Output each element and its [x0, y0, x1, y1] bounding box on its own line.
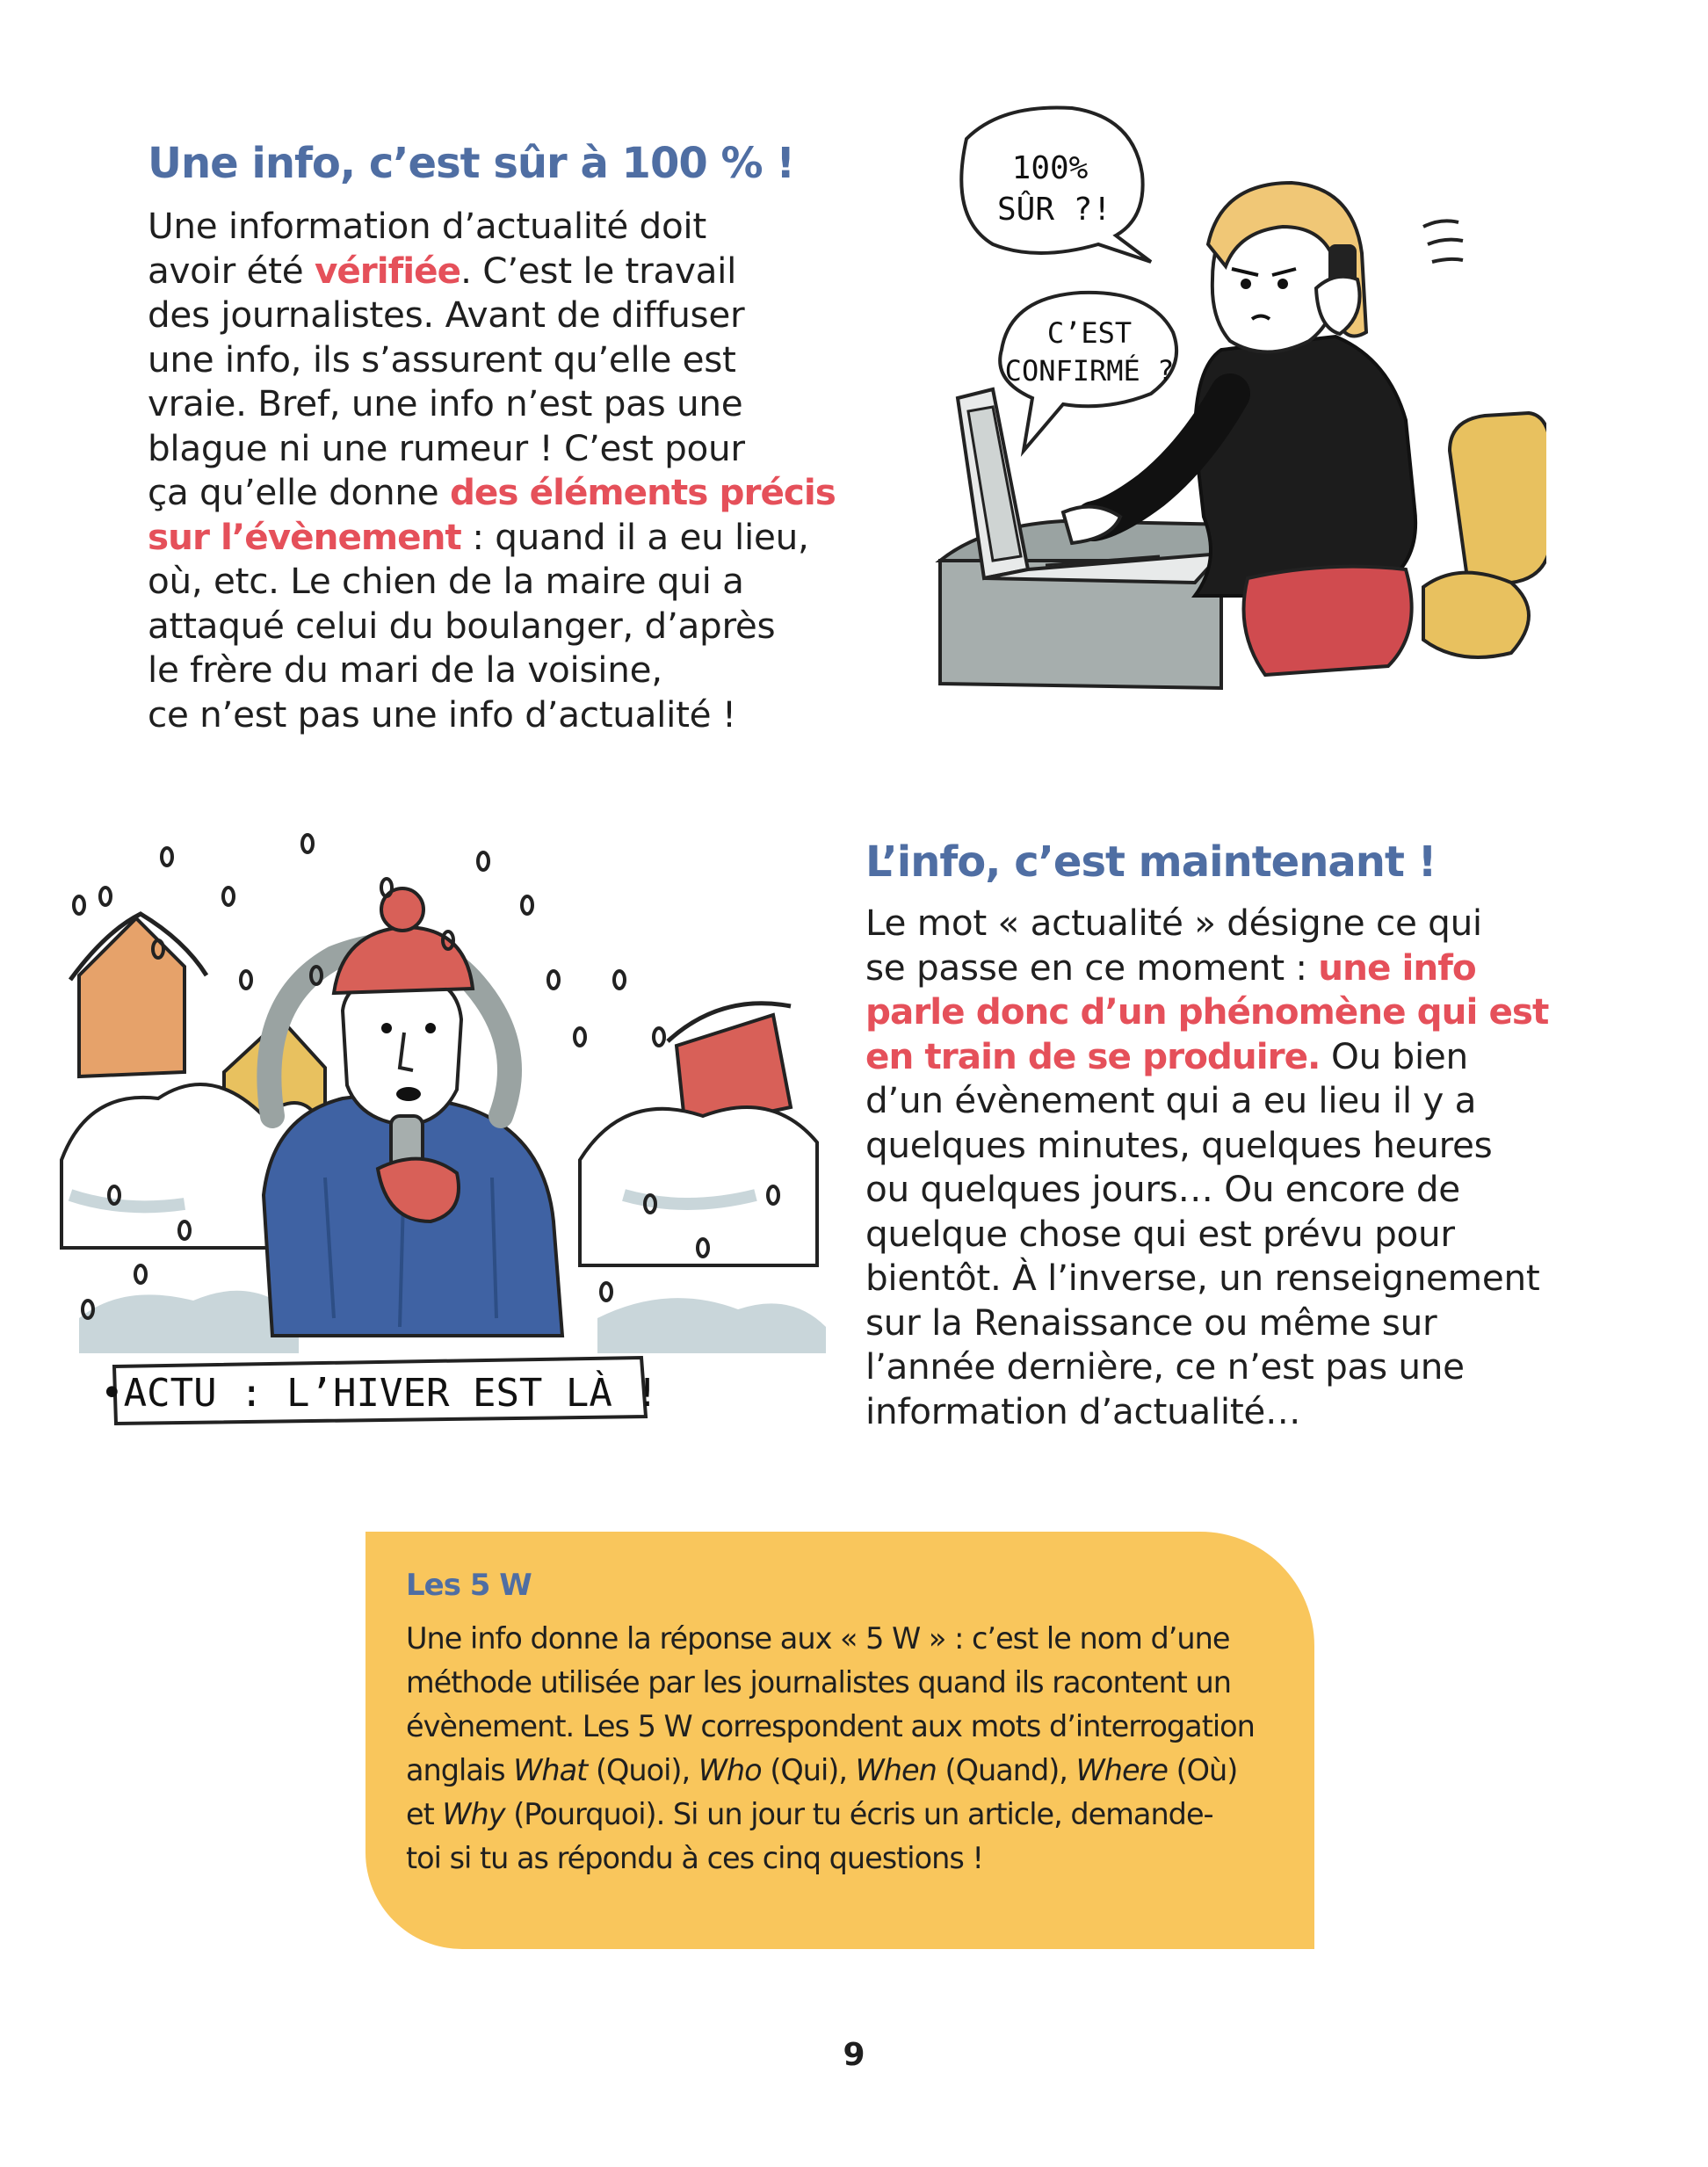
section-body-info-sure [148, 204, 836, 736]
highlight-une-info: une info [1318, 946, 1476, 989]
bubble-cest-text: C’EST [1046, 316, 1133, 350]
text-line: où, etc. Le chien de la maire qui a [148, 560, 744, 602]
text-line: ce n’est pas une info d’actualité ! [148, 692, 736, 736]
highlight-verifiee: vérifiée [314, 249, 461, 292]
what-word: What [513, 1753, 588, 1787]
text-line: le frère du mari de la voisine, [148, 649, 662, 691]
reporter-in-snow-illustration [53, 826, 843, 1432]
who-word: Who [698, 1753, 762, 1787]
section-heading-info-maintenant: L’info, c’est maintenant ! [865, 837, 1437, 887]
text-line: information d’actualité… [865, 1389, 1301, 1432]
five-w-text [406, 1617, 1255, 1881]
text-line: quelques minutes, quelques heures [865, 1123, 1493, 1166]
text-line: une info, ils s’assurent qu’elle est [148, 337, 736, 380]
highlight-phenomene: parle donc d’un phénomène qui est [865, 990, 1549, 1033]
text-line: évènement. Les 5 W correspondent aux mots d’interrogation [406, 1709, 1255, 1743]
highlight-en-train: en train de se produire. [865, 1034, 1321, 1077]
text-line: sur la Renaissance ou même sur [865, 1301, 1437, 1344]
text-line: quelque chose qui est prévu pour [865, 1212, 1455, 1255]
when-word: When [855, 1753, 937, 1787]
section-heading-info-sure: Une info, c’est sûr à 100 % ! [148, 139, 795, 188]
bubble-sur-text: SÛR ?! [996, 192, 1112, 228]
text-line: bientôt. À l’inverse, un renseignement [865, 1257, 1540, 1299]
highlight-elements-precis: des éléments précis [449, 471, 836, 513]
five-w-title: Les 5 W [406, 1568, 532, 1603]
text-line: d’un évènement qui a eu lieu il y a [865, 1079, 1477, 1121]
text-line: blague ni une rumeur ! C’est pour [148, 426, 745, 469]
text-line: attaqué celui du boulanger, d’après [148, 604, 776, 647]
text-line: ou quelques jours… Ou encore de [865, 1168, 1460, 1210]
text-line: et Why (Pourquoi). Si un jour tu écris un article, demande- [406, 1797, 1213, 1831]
where-word: Where [1075, 1753, 1168, 1787]
text-line: en train de se produire. Ou bien [865, 1034, 1468, 1077]
bubble-100-text: 100% [1011, 150, 1089, 186]
text-line: l’année dernière, ce n’est pas une [865, 1345, 1465, 1388]
text-line: anglais What (Quoi), Who (Qui), When (Quand), Where (Où) [406, 1753, 1238, 1787]
caption-actu-text: •ACTU : L’HIVER EST LÀ ! [100, 1371, 659, 1416]
text-line: se passe en ce moment : une info [865, 946, 1476, 989]
text-line: sur l’évènement : quand il a eu lieu, [148, 515, 809, 558]
text-line: ça qu’elle donne des éléments précis [148, 471, 836, 513]
text-line: Le mot « actualité » désigne ce qui [865, 902, 1482, 944]
text-line: Une information d’actualité doit [148, 205, 706, 247]
why-word: Why [442, 1797, 505, 1831]
text-line: des journalistes. Avant de diffuser [148, 294, 745, 336]
text-line: méthode utilisée par les journalistes quand ils racontent un [406, 1665, 1231, 1700]
text-line: vraie. Bref, une info n’est pas une [148, 382, 743, 424]
journalist-on-phone-illustration [931, 104, 1546, 701]
text-line: toi si tu as répondu à ces cinq questions ! [406, 1841, 983, 1875]
text-line: Une info donne la réponse aux « 5 W » : c’est le nom d’une [406, 1621, 1230, 1656]
text-line [865, 989, 1548, 1034]
highlight-evenement: sur l’évènement [148, 515, 461, 558]
bubble-confirme-text: CONFIRMÉ ? [1004, 354, 1175, 388]
text-line: avoir été vérifiée. C’est le travail [148, 249, 737, 292]
page-number: 9 [843, 2037, 865, 2073]
section-body-info-maintenant [865, 901, 1548, 1433]
